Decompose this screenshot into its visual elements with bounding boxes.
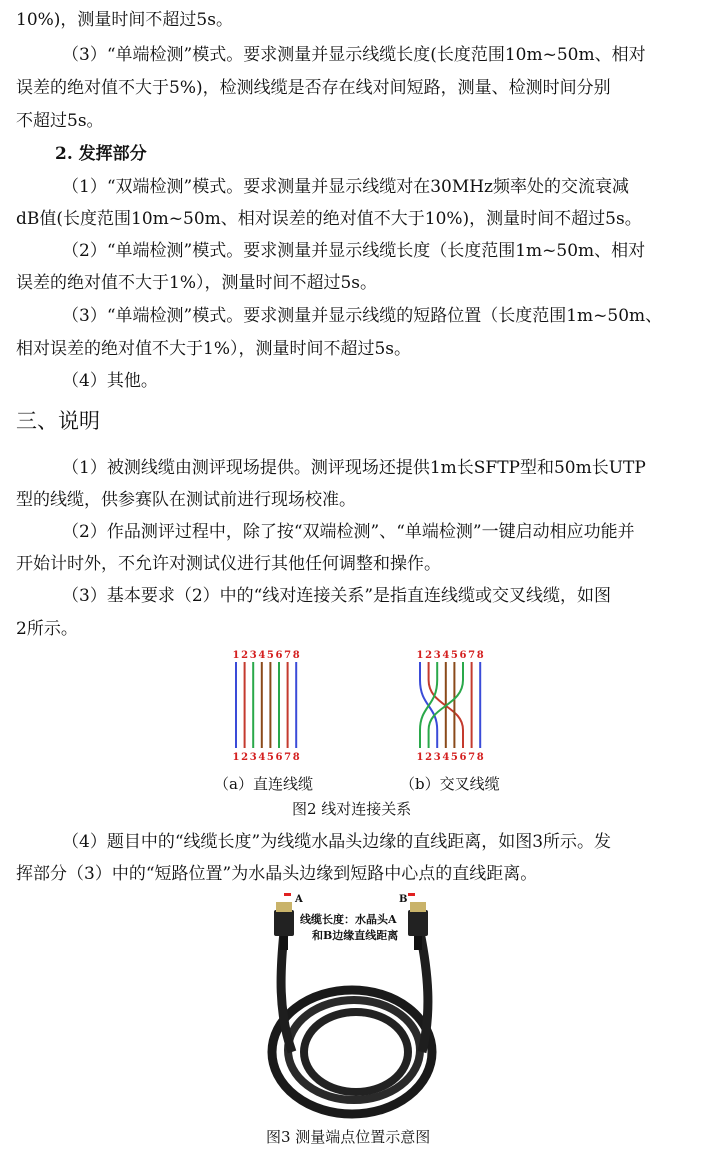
section-heading-notes: 三、说明 xyxy=(16,409,100,433)
paragraph-line: （3）“单端检测”模式。要求测量并显示线缆的短路位置（长度范围1m~50m、 xyxy=(62,306,663,326)
straight-top-pin-label: 8 xyxy=(292,650,300,661)
cross-bottom-pin-label: 7 xyxy=(468,752,476,763)
straight-top-pin-label: 4 xyxy=(258,650,266,661)
straight-bottom-pin-label: 4 xyxy=(258,752,266,763)
paragraph-line: 型的线缆，供参赛队在测试前进行现场校准。 xyxy=(16,490,356,510)
paragraph-line: （1）被测线缆由测评现场提供。测评现场还提供1m长SFTP型和50m长UTP xyxy=(62,458,646,478)
straight-top-pin-label: 6 xyxy=(275,650,283,661)
paragraph-line: （1）“双端检测”模式。要求测量并显示线缆对在30MHz频率处的交流衰减 xyxy=(62,177,630,197)
straight-top-pin-label: 5 xyxy=(266,650,274,661)
paragraph-line: （4）其他。 xyxy=(62,371,158,391)
cable-length-note-line2: 和B边缘直线距离 xyxy=(312,929,399,942)
figure-3-cable-photo xyxy=(262,892,442,1122)
figure-2-caption: 图2 线对连接关系 xyxy=(292,800,412,818)
cross-bottom-pin-label: 4 xyxy=(442,752,450,763)
paragraph-line: （3）“单端检测”模式。要求测量并显示线缆长度(长度范围10m~50m、相对 xyxy=(62,45,646,65)
cross-top-pin-label: 8 xyxy=(476,650,484,661)
straight-bottom-pin-label: 3 xyxy=(249,752,257,763)
paragraph-line: 误差的绝对值不大于5%)，检测线缆是否存在线对间短路，测量、检测时间分别 xyxy=(16,78,611,98)
cross-bottom-pin-label: 2 xyxy=(425,752,433,763)
section-heading-extension: 2. 发挥部分 xyxy=(55,144,147,164)
straight-top-pin-label: 2 xyxy=(241,650,249,661)
connector-a-label: A xyxy=(295,894,303,905)
straight-top-pin-label: 7 xyxy=(284,650,292,661)
straight-bottom-pin-label: 6 xyxy=(275,752,283,763)
figure-2a-caption: （a）直连线缆 xyxy=(214,775,313,793)
paragraph-line: 2所示。 xyxy=(16,619,78,639)
cross-bottom-pin-label: 5 xyxy=(450,752,458,763)
paragraph-line: 挥部分（3）中的“短路位置”为水晶头边缘到短路中心点的直线距离。 xyxy=(16,864,538,884)
cross-top-pin-label: 6 xyxy=(459,650,467,661)
straight-top-pin-label: 3 xyxy=(249,650,257,661)
connector-b-label: B xyxy=(399,894,408,905)
cross-top-pin-label: 7 xyxy=(468,650,476,661)
straight-bottom-pin-label: 2 xyxy=(241,752,249,763)
straight-cable-diagram xyxy=(233,650,300,763)
figure-2-wiring-diagram xyxy=(0,646,719,806)
crossover-cable-diagram xyxy=(417,650,484,763)
cross-top-pin-label: 2 xyxy=(425,650,433,661)
paragraph-line: 误差的绝对值不大于1%），测量时间不超过5s。 xyxy=(16,273,378,293)
paragraph-line: 相对误差的绝对值不大于1%），测量时间不超过5s。 xyxy=(16,339,412,359)
paragraph-line: （4）题目中的“线缆长度”为线缆水晶头边缘的直线距离，如图3所示。发 xyxy=(62,832,612,852)
paragraph-line: （2）“单端检测”模式。要求测量并显示线缆长度（长度范围1m~50m、相对 xyxy=(62,241,646,261)
cross-bottom-pin-label: 3 xyxy=(433,752,441,763)
cross-bottom-pin-label: 8 xyxy=(476,752,484,763)
cable-length-note-line1: 线缆长度：水晶头A xyxy=(300,913,397,926)
straight-bottom-pin-label: 5 xyxy=(266,752,274,763)
cross-bottom-pin-label: 6 xyxy=(459,752,467,763)
cross-top-pin-label: 4 xyxy=(442,650,450,661)
straight-bottom-pin-label: 1 xyxy=(232,752,240,763)
cross-top-pin-label: 3 xyxy=(433,650,441,661)
cable-coil-inner xyxy=(304,1012,408,1092)
connector-a-icon xyxy=(274,902,294,950)
figure-2b-caption: （b）交叉线缆 xyxy=(400,775,500,793)
paragraph-line: 不超过5s。 xyxy=(16,111,104,131)
cross-top-pin-label: 1 xyxy=(416,650,424,661)
paragraph-line: 开始计时外，不允许对测试仪进行其他任何调整和操作。 xyxy=(16,554,441,574)
straight-bottom-pin-label: 7 xyxy=(284,752,292,763)
cross-top-pin-label: 5 xyxy=(450,650,458,661)
paragraph-line: dB值(长度范围10m~50m、相对误差的绝对值不大于10%)，测量时间不超过5s。 xyxy=(16,209,642,229)
straight-bottom-pin-label: 8 xyxy=(292,752,300,763)
cross-bottom-pin-label: 1 xyxy=(416,752,424,763)
paragraph-line: （3）基本要求（2）中的“线对连接关系”是指直连线缆或交叉线缆，如图 xyxy=(62,586,612,606)
figure-3-caption: 图3 测量端点位置示意图 xyxy=(266,1128,431,1146)
straight-top-pin-label: 1 xyxy=(232,650,240,661)
paragraph-line: （2）作品测评过程中，除了按“双端检测”、“单端检测”一键启动相应功能并 xyxy=(62,522,635,542)
paragraph-line: 10%)，测量时间不超过5s。 xyxy=(16,10,233,30)
